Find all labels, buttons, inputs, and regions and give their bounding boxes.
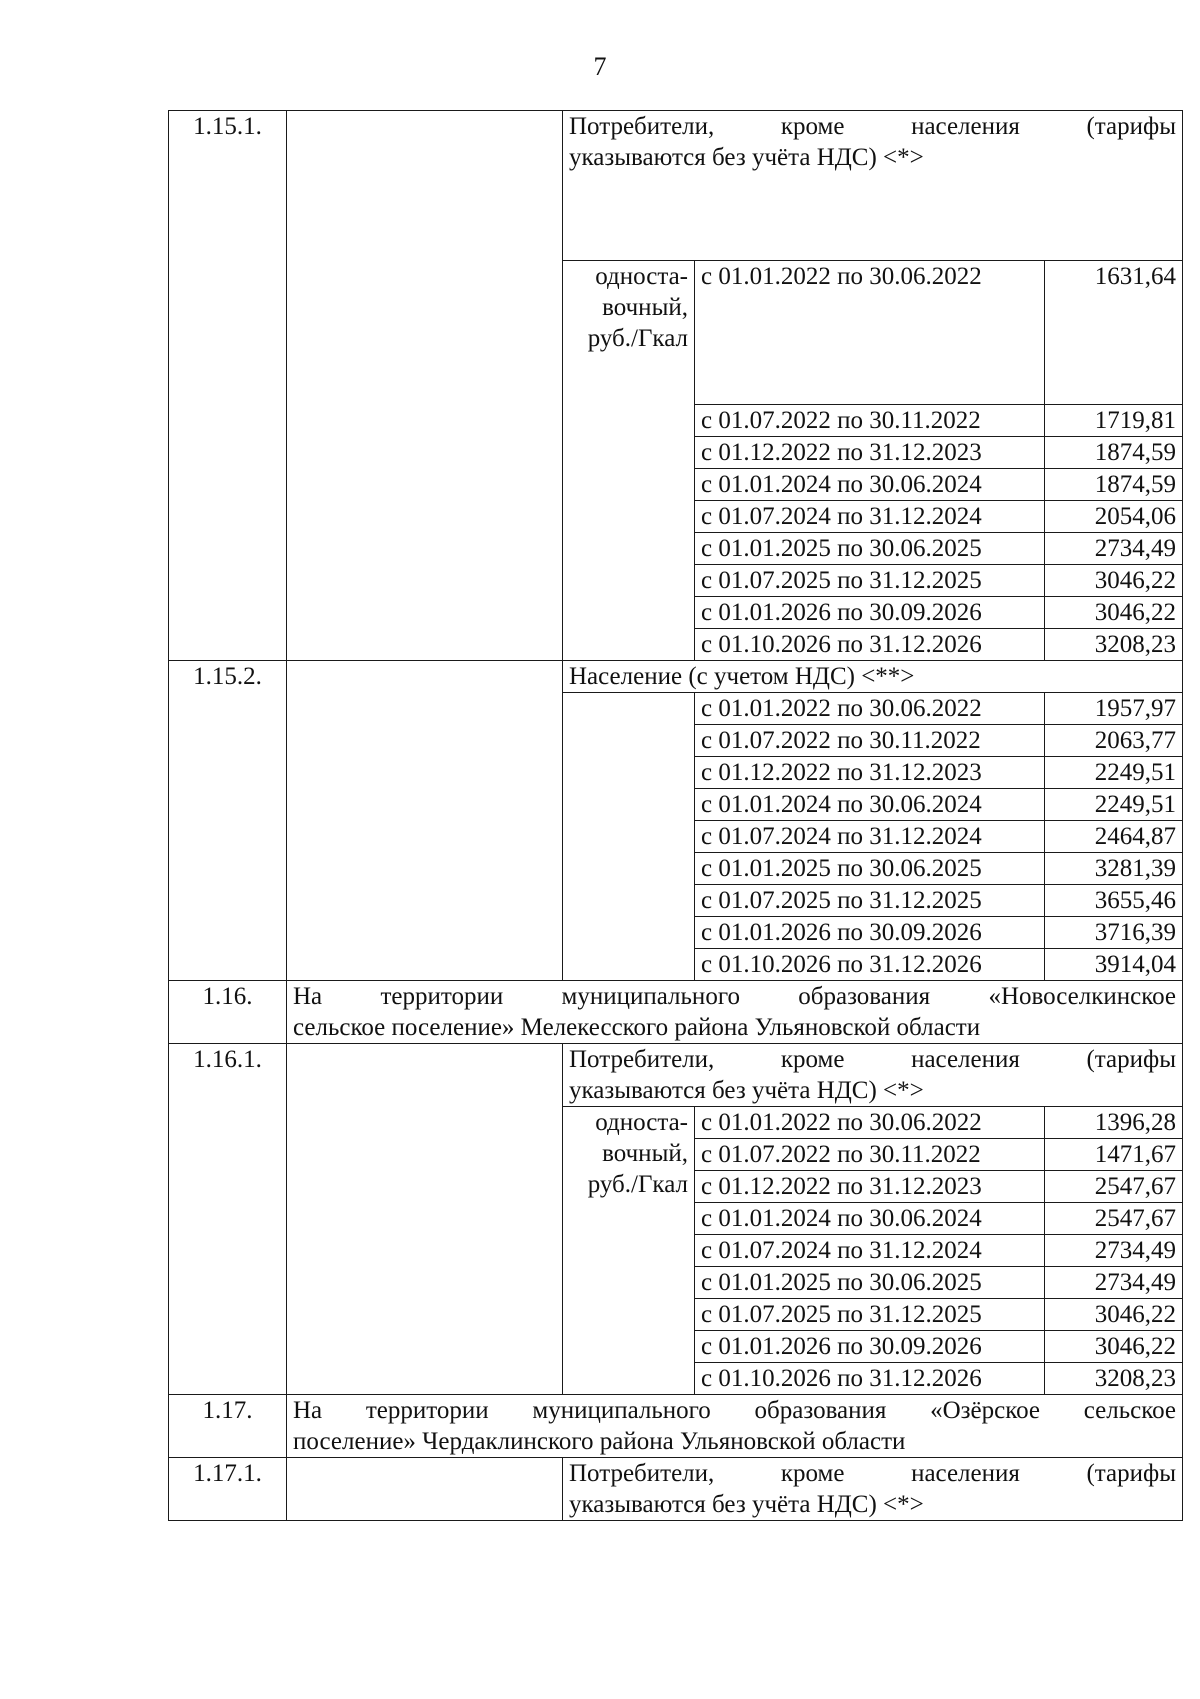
empty-cell bbox=[287, 1044, 563, 1395]
period-cell: с 01.07.2025 по 31.12.2025 bbox=[695, 1299, 1045, 1331]
section-row bbox=[169, 111, 1183, 261]
value-cell: 1396,28 bbox=[1045, 1107, 1183, 1139]
period-cell: с 01.07.2024 по 31.12.2024 bbox=[695, 821, 1045, 853]
value-cell: 1719,81 bbox=[1045, 405, 1183, 437]
period-cell: с 01.07.2022 по 30.11.2022 bbox=[695, 1139, 1045, 1171]
section-row bbox=[169, 661, 1183, 693]
unit-line: односта- bbox=[595, 1109, 688, 1136]
period-cell: с 01.10.2026 по 31.12.2026 bbox=[695, 629, 1045, 661]
section-number: 1.16. bbox=[169, 981, 287, 1044]
period-cell: с 01.01.2024 по 30.06.2024 bbox=[695, 1203, 1045, 1235]
municipality-title-line: На территории муниципального образования «Новоселкинское bbox=[293, 983, 1177, 1010]
value-cell: 2547,67 bbox=[1045, 1203, 1183, 1235]
section-title bbox=[563, 111, 1183, 261]
period-cell: с 01.01.2024 по 30.06.2024 bbox=[695, 789, 1045, 821]
unit-line: вочный, bbox=[602, 294, 688, 321]
municipality-title-line: На территории муниципального образования «Озёрское сельское bbox=[293, 1397, 1177, 1424]
empty-cell bbox=[287, 1458, 563, 1521]
period-cell: с 01.12.2022 по 31.12.2023 bbox=[695, 757, 1045, 789]
period-cell: с 01.01.2025 по 30.06.2025 bbox=[695, 1267, 1045, 1299]
value-cell: 2054,06 bbox=[1045, 501, 1183, 533]
value-cell: 3281,39 bbox=[1045, 853, 1183, 885]
section-title bbox=[563, 1458, 1183, 1521]
section-row bbox=[169, 1044, 1183, 1107]
period-cell: с 01.07.2025 по 31.12.2025 bbox=[695, 885, 1045, 917]
period-cell: с 01.10.2026 по 31.12.2026 bbox=[695, 1363, 1045, 1395]
section-title-line: Потребители, кроме населения (тарифы bbox=[569, 1046, 1177, 1073]
value-cell: 2547,67 bbox=[1045, 1171, 1183, 1203]
period-cell: с 01.07.2022 по 30.11.2022 bbox=[695, 405, 1045, 437]
municipality-title-line: сельское поселение» Мелекесского района Ульяновской области bbox=[293, 1014, 981, 1041]
value-cell: 2734,49 bbox=[1045, 1267, 1183, 1299]
period-cell: с 01.01.2025 по 30.06.2025 bbox=[695, 533, 1045, 565]
value-cell: 3046,22 bbox=[1045, 565, 1183, 597]
unit-line: руб./Гкал bbox=[587, 325, 688, 352]
unit-line: вочный, bbox=[602, 1140, 688, 1167]
period-cell: с 01.07.2025 по 31.12.2025 bbox=[695, 565, 1045, 597]
unit-cell bbox=[563, 1107, 695, 1395]
value-cell: 3046,22 bbox=[1045, 1299, 1183, 1331]
section-number: 1.16.1. bbox=[169, 1044, 287, 1395]
municipality-title bbox=[287, 981, 1183, 1044]
unit-cell bbox=[563, 693, 695, 981]
empty-cell bbox=[287, 111, 563, 661]
value-cell: 2734,49 bbox=[1045, 1235, 1183, 1267]
value-cell: 2249,51 bbox=[1045, 789, 1183, 821]
period-cell: с 01.01.2024 по 30.06.2024 bbox=[695, 469, 1045, 501]
section-title: Население (с учетом НДС) <**> bbox=[563, 661, 1183, 693]
section-title-line: указываются без учёта НДС) <*> bbox=[569, 144, 924, 171]
period-cell: с 01.07.2024 по 31.12.2024 bbox=[695, 501, 1045, 533]
period-cell: с 01.07.2024 по 31.12.2024 bbox=[695, 1235, 1045, 1267]
period-cell: с 01.01.2025 по 30.06.2025 bbox=[695, 853, 1045, 885]
section-number: 1.15.2. bbox=[169, 661, 287, 981]
period-cell: с 01.07.2022 по 30.11.2022 bbox=[695, 725, 1045, 757]
section-title-line: Потребители, кроме населения (тарифы bbox=[569, 113, 1177, 140]
period-cell: с 01.01.2022 по 30.06.2022 bbox=[695, 693, 1045, 725]
page-number: 7 bbox=[593, 52, 607, 81]
period-cell: с 01.10.2026 по 31.12.2026 bbox=[695, 949, 1045, 981]
value-cell: 3208,23 bbox=[1045, 1363, 1183, 1395]
value-cell: 2249,51 bbox=[1045, 757, 1183, 789]
period-cell: с 01.12.2022 по 31.12.2023 bbox=[695, 437, 1045, 469]
section-title bbox=[563, 1044, 1183, 1107]
value-cell: 3716,39 bbox=[1045, 917, 1183, 949]
period-cell: с 01.01.2022 по 30.06.2022 bbox=[695, 1107, 1045, 1139]
municipality-title bbox=[287, 1395, 1183, 1458]
value-cell: 1631,64 bbox=[1045, 261, 1183, 405]
value-cell: 2464,87 bbox=[1045, 821, 1183, 853]
section-number: 1.17.1. bbox=[169, 1458, 287, 1521]
section-title-line: указываются без учёта НДС) <*> bbox=[569, 1491, 924, 1518]
value-cell: 3208,23 bbox=[1045, 629, 1183, 661]
value-cell: 1874,59 bbox=[1045, 437, 1183, 469]
unit-line: односта- bbox=[595, 263, 688, 290]
value-cell: 3914,04 bbox=[1045, 949, 1183, 981]
section-number: 1.15.1. bbox=[169, 111, 287, 661]
municipality-title-line: поселение» Чердаклинского района Ульяновской области bbox=[293, 1428, 906, 1455]
value-cell: 3046,22 bbox=[1045, 1331, 1183, 1363]
value-cell: 3655,46 bbox=[1045, 885, 1183, 917]
value-cell: 3046,22 bbox=[1045, 597, 1183, 629]
period-cell: с 01.01.2026 по 30.09.2026 bbox=[695, 917, 1045, 949]
section-title-line: указываются без учёта НДС) <*> bbox=[569, 1077, 924, 1104]
value-cell: 1874,59 bbox=[1045, 469, 1183, 501]
period-cell: с 01.01.2026 по 30.09.2026 bbox=[695, 1331, 1045, 1363]
period-cell: с 01.01.2022 по 30.06.2022 bbox=[695, 261, 1045, 405]
period-cell: с 01.12.2022 по 31.12.2023 bbox=[695, 1171, 1045, 1203]
municipality-row bbox=[169, 981, 1183, 1044]
value-cell: 1471,67 bbox=[1045, 1139, 1183, 1171]
tariff-table bbox=[168, 110, 1183, 1521]
value-cell: 2063,77 bbox=[1045, 725, 1183, 757]
value-cell: 1957,97 bbox=[1045, 693, 1183, 725]
empty-cell bbox=[287, 661, 563, 981]
section-title-line: Потребители, кроме населения (тарифы bbox=[569, 1460, 1177, 1487]
municipality-row bbox=[169, 1395, 1183, 1458]
unit-line: руб./Гкал bbox=[587, 1171, 688, 1198]
unit-cell bbox=[563, 261, 695, 661]
section-number: 1.17. bbox=[169, 1395, 287, 1458]
value-cell: 2734,49 bbox=[1045, 533, 1183, 565]
section-row bbox=[169, 1458, 1183, 1521]
period-cell: с 01.01.2026 по 30.09.2026 bbox=[695, 597, 1045, 629]
